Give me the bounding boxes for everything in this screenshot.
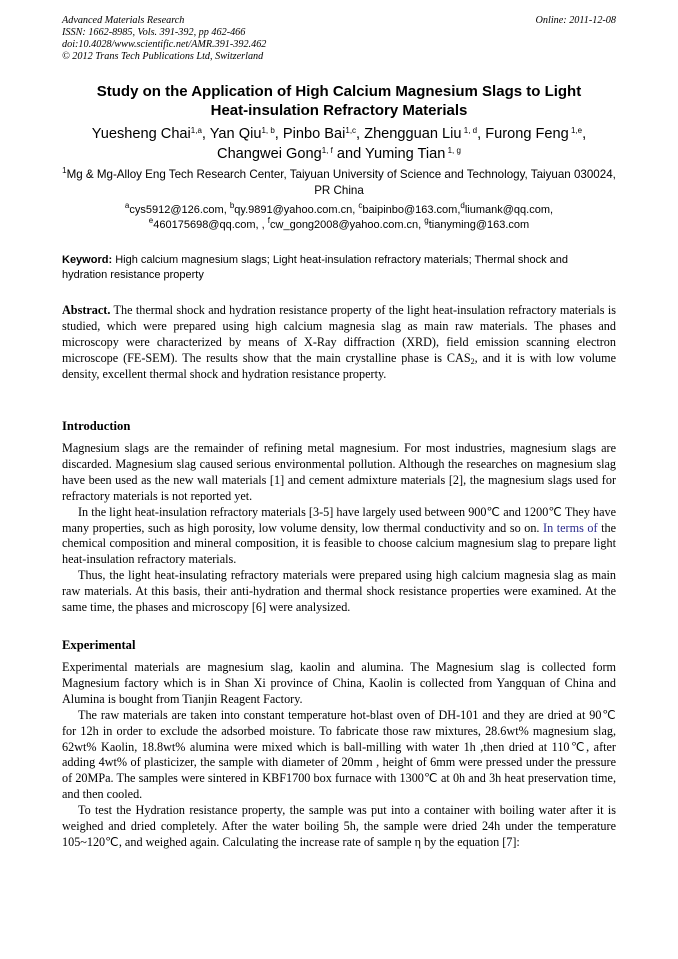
introduction-body (62, 441, 616, 616)
title-line-1: Study on the Application of High Calcium Magnesium Slags to Light (96, 83, 582, 100)
email-sup: a (124, 201, 130, 210)
paragraph (62, 505, 616, 569)
email-address: qy.9891@yahoo.com.cn, (234, 204, 356, 216)
keywords-label: Keyword: (62, 254, 113, 266)
email-address: 460175698@qq.com, , (153, 219, 265, 231)
email-address: liumank@qq.com, (464, 204, 554, 216)
author-sup: 1, f (321, 146, 333, 155)
abstract-text: The thermal shock and hydration resistance property of the light heat-insulation refractory materials is studied, which were prepared using high calcium magnesia slag as main raw materials. The phases and microscopy were characterized by means of X-Ray diffraction (XRD), field emission scanning electron microscope (FE-SEM). The results show that the main crystalline phase is CAS (62, 303, 616, 365)
author-name: Pinbo Bai (282, 126, 346, 142)
affiliation-text: Mg & Mg-Alloy Eng Tech Research Center, Taiyuan University of Science and Technology, Taiyuan 030024, PR China (66, 168, 616, 197)
abstract-label: Abstract. (62, 303, 111, 317)
section-heading-experimental: Experimental (62, 638, 136, 652)
paragraph: Thus, the light heat-insulating refractory materials were prepared using high calcium magnesia slag as main raw materials. At this basis, their anti-hydration and thermal shock resistance properties were examined. At the same time, the phases and microscopy [6] were analysized. (62, 568, 616, 615)
author-name: Furong Feng (485, 126, 569, 142)
paragraph: Magnesium slags are the remainder of refining metal magnesium. For most industries, magnesium slags are discarded. Magnesium slag caused serious environmental pollution. Although the researches on magnesium slag have been used as the new wall materials [1] and cement admixture materials [2], the magnesium slags used for refractory materials is not reported yet. (62, 441, 616, 503)
author-list: Yuesheng Chai$^{1,a}$, Yan Qiu$^{1, b}$, Pinbo Bai$^{1,c}$, Zhengguan Liu $^{1, d}$, Furong Feng $^{1,e}$, Changwei Gong$^{1, f}$ and Yuming Tian $^{1, g}$ (91, 126, 587, 162)
journal-doi: doi:10.4028/www.scientific.net/AMR.391-392.462 (62, 39, 267, 50)
author-name: Yan Qiu (209, 126, 262, 142)
authors-and: and (336, 146, 362, 162)
keywords (62, 253, 616, 283)
paragraph: Experimental materials are magnesium slag, kaolin and alumina. The Magnesium slag is collected form Magnesium factory which is in Shan Xi province of China, Kaolin is collected from Yangquan of China and Alumina is bought from Tianjin Reagent Factory. (62, 660, 616, 706)
journal-name: Advanced Materials Research (62, 15, 185, 26)
affiliation-sup: 1 (62, 166, 67, 175)
online-date: Online: 2011-12-08 (535, 15, 616, 26)
email-address: baipinbo@163.com, (362, 204, 461, 216)
author-sup: 1,a (190, 126, 202, 135)
title-line-2: Heat-insulation Refractory Materials (210, 102, 468, 119)
email-sup: e (148, 216, 154, 225)
journal-copyright: © 2012 Trans Tech Publications Ltd, Switzerland (62, 51, 264, 62)
affiliation (62, 167, 616, 199)
email-address: cw_gong2008@yahoo.com.cn, (270, 219, 422, 231)
email-sup: g (424, 216, 429, 225)
paragraph-text: the chemical composition and mineral composition, it is feasible to choose calcium magnesium slag to prepare light heat-insulation refractory materials. (62, 520, 616, 567)
abstract (62, 303, 616, 383)
abstract-text-end: , and it is with low volume density, excellent thermal shock and hydration resistance property. (62, 350, 616, 381)
author-sup: 1, d (461, 126, 478, 135)
journal-issn: ISSN: 1662-8985, Vols. 391-392, pp 462-466 (62, 27, 246, 38)
author-name: Changwei Gong (217, 146, 322, 162)
email-address: cys5912@126.com, (129, 204, 227, 216)
author-name: Yuesheng Chai (91, 126, 191, 142)
email-sup: d (460, 201, 465, 210)
author-sup: 1,e (568, 126, 583, 135)
email-list (62, 203, 616, 233)
paper-title (62, 82, 616, 120)
email-address: tianyming@163.com (428, 219, 530, 231)
paragraph: The raw materials are taken into constant temperature hot-blast oven of DH-101 and they are dried at 90℃ for 12h in order to exclude the adsorbed moisture. To fabricate those raw mixtures, 28.6wt% magnesium slag, 62wt% Kaolin, 18.8wt% alumina were mixed which is ball-milling with water 1h ,then dried at 110℃, after adding 4wt% of plasticizer, the sample with diameter of 20mm , height of 6mm were pressed under the pressure of 20MPa. The samples were sintered in KBF1700 box furnace with 1300℃ at 0h and 3h heat preservation time, and then cooled. (62, 707, 616, 802)
section-heading-introduction: Introduction (62, 419, 131, 433)
paragraph: To test the Hydration resistance property, the sample was put into a container with boiling water after it is weighed and dried completely. After the water boiling 5h, the sample were dried 24h under the temperature 105~120℃, and weighed again. Calculating the increase rate of sample η by the equation [7]: (62, 803, 616, 849)
email-sup: f (267, 216, 271, 225)
keywords-text: High calcium magnesium slags; Light heat-insulation refractory materials; Thermal shock and hydration resistance property (62, 254, 569, 281)
author-name: Yuming Tian (365, 146, 446, 162)
email-sup: c (358, 201, 363, 210)
journal-header (62, 15, 616, 63)
author-sup: 1,c (345, 126, 357, 135)
paragraph-text: In the light heat-insulation refractory materials [3-5] have largely used between 900℃ and 1200℃ They have many properties, such as high porosity, low volume density, low thermal conductivity and so on. (62, 504, 616, 535)
author-name: Zhengguan Liu (364, 126, 462, 142)
email-sup: b (229, 201, 235, 210)
abstract-subscript: 2 (470, 356, 475, 366)
author-sup: 1, b (261, 126, 275, 135)
experimental-body (62, 660, 616, 851)
term-link[interactable]: In terms of (543, 520, 598, 535)
author-sup: 1, g (445, 146, 461, 155)
